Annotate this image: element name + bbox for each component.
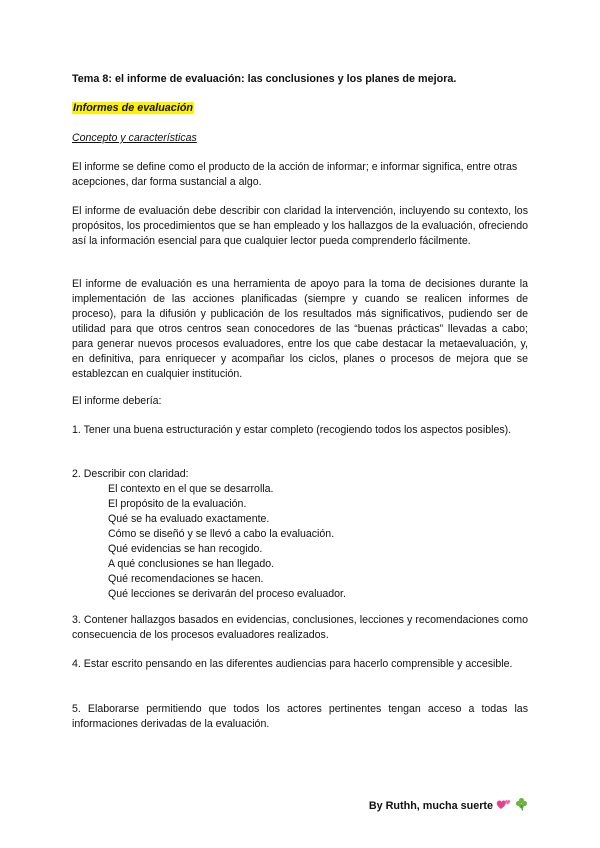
sublist-item: El contexto en el que se desarrolla. <box>108 483 274 495</box>
sublist-item: Qué se ha evaluado exactamente. <box>108 513 270 525</box>
list-item-5: 5. Elaborarse permitiendo que todos los actores pertinentes tengan acceso a todas las informaciones derivadas de la evaluación. <box>72 703 528 730</box>
list-item-2: 2. Describir con claridad: <box>72 468 189 480</box>
paragraph-definition: El informe se define como el producto de la acción de informar; e informar significa, entre otras acepciones, dar forma sustancial a algo. <box>72 161 518 188</box>
sublist-item: El propósito de la evaluación. <box>108 498 247 510</box>
sublist-item: Qué recomendaciones se hacen. <box>108 573 264 585</box>
paragraph-tool: El informe de evaluación es una herramienta de apoyo para la toma de decisiones durante la implementación de las acciones planificadas (siempre y cuando se realicen informes de proceso), para la difusión y publicación de los resultados más significativos, pudiendo ser de utilidad para que otros centros sean conocedores de las “buenas prácticas” llevadas a cabo; para generar nuevos procesos evaluadores, entre los que cabe destacar la metaevaluación, y, en definitiva, para enriquecer y acompañar los ciclos, planes o procesos de mejora que se establezcan en cualquier institución. <box>72 278 528 380</box>
document-title: Tema 8: el informe de evaluación: las conclusiones y los planes de mejora. <box>72 73 457 85</box>
section-heading <box>72 101 528 116</box>
sublist <box>108 482 346 602</box>
highlighted-heading: Informes de evaluación <box>73 102 194 114</box>
paragraph-description: El informe de evaluación debe describir con claridad la intervención, incluyendo su contexto, los propósitos, los procedimientos que se han empleado y los hallazgos de la evaluación, ofreciendo así la información esencial para que cualquier lector pueda comprenderlo fácilmente. <box>72 205 528 247</box>
sublist-item: Qué lecciones se derivarán del proceso evaluador. <box>108 588 346 600</box>
list-item-4: 4. Estar escrito pensando en las diferentes audiencias para hacerlo comprensible y accesible. <box>72 658 513 670</box>
clover-icon <box>515 800 528 812</box>
two-hearts-icon <box>496 800 515 812</box>
footer-signature <box>369 797 528 812</box>
footer-text: By Ruthh, mucha suerte <box>368 800 493 812</box>
subsection-heading: Concepto y características <box>72 132 197 144</box>
sublist-item: Qué evidencias se han recogido. <box>108 543 263 555</box>
sublist-item: A qué conclusiones se han llegado. <box>108 558 275 570</box>
list-item-1: 1. Tener una buena estructuración y estar completo (recogiendo todos los aspectos posibles). <box>72 424 512 436</box>
paragraph-should: El informe debería: <box>72 395 162 407</box>
sublist-item: Cómo se diseñó y se llevó a cabo la evaluación. <box>108 528 335 540</box>
list-item-3: 3. Contener hallazgos basados en evidencias, conclusiones, lecciones y recomendaciones como consecuencia de los procesos evaluadores realizados. <box>72 614 528 641</box>
